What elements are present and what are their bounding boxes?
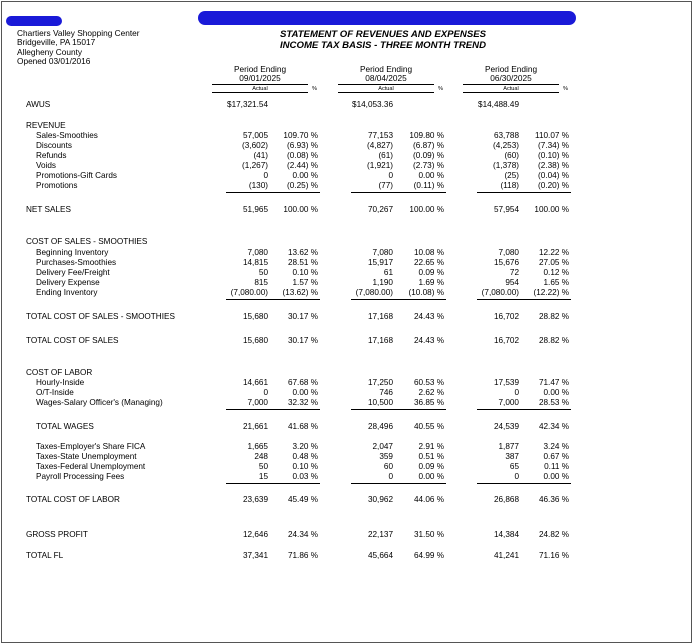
percent-cell: 0.09 % <box>418 268 444 277</box>
amount-cell: 7,000 <box>498 398 519 407</box>
percent-cell: (7.34) % <box>538 141 569 150</box>
percent-cell: 1.57 % <box>292 278 318 287</box>
amount-cell: 15,676 <box>493 258 519 267</box>
percent-cell: 110.07 % <box>535 131 569 140</box>
amount-cell: (130) <box>248 181 268 190</box>
amount-cell: (60) <box>504 151 519 160</box>
period-sub-actual: Actual <box>503 86 519 92</box>
percent-cell: 0.00 % <box>418 171 444 180</box>
subtotal-rule <box>351 483 446 484</box>
period-sub-pct: % <box>438 86 443 92</box>
percent-cell: 22.65 % <box>413 258 444 267</box>
amount-cell: 63,788 <box>493 131 519 140</box>
percent-cell: 42.34 % <box>538 422 569 431</box>
amount-cell: 248 <box>254 452 268 461</box>
percent-cell: 30.17 % <box>287 312 318 321</box>
amount-cell: 41,241 <box>493 551 519 560</box>
amount-cell: 24,539 <box>493 422 519 431</box>
title-line-2: INCOME TAX BASIS - THREE MONTH TREND <box>279 40 487 51</box>
period-sub-actual: Actual <box>252 86 268 92</box>
amount-cell: 57,954 <box>493 205 519 214</box>
percent-cell: (0.25) % <box>287 181 318 190</box>
period-rule-top <box>463 84 559 85</box>
percent-cell: (2.44) % <box>287 161 318 170</box>
percent-cell: 0.11 % <box>544 462 569 471</box>
percent-cell: 0.48 % <box>292 452 318 461</box>
percent-cell: 0.51 % <box>418 452 444 461</box>
period-rule-bottom <box>338 92 434 93</box>
row-label: Purchases-Smoothies <box>36 258 117 267</box>
amount-cell: 1,190 <box>372 278 393 287</box>
percent-cell: 71.86 % <box>287 551 318 560</box>
percent-cell: 71.16 % <box>538 551 569 560</box>
amount-cell: 26,868 <box>493 495 519 504</box>
percent-cell: (10.08) % <box>408 288 444 297</box>
address-line: Chartiers Valley Shopping Center <box>17 28 140 38</box>
statement-title <box>240 29 526 51</box>
row-label: Wages-Salary Officer's (Managing) <box>36 398 163 407</box>
percent-cell: 12.22 % <box>538 248 569 257</box>
percent-cell: 3.24 % <box>543 442 569 451</box>
amount-cell: (7,080.00) <box>481 288 519 297</box>
amount-cell: 14,661 <box>242 378 268 387</box>
percent-cell: 24.34 % <box>287 530 318 539</box>
row-label: Voids <box>36 161 57 170</box>
percent-cell: 0.00 % <box>292 171 318 180</box>
percent-cell: (2.73) % <box>413 161 444 170</box>
amount-cell: 12,646 <box>242 530 268 539</box>
percent-cell: (0.11) % <box>413 181 444 190</box>
amount-cell: (118) <box>500 181 519 190</box>
row-label: O/T-Inside <box>36 388 74 397</box>
amount-cell: 15,680 <box>242 336 268 345</box>
subtotal-rule <box>351 299 446 300</box>
period-rule-top <box>212 84 308 85</box>
address-line: Allegheny County <box>17 46 83 57</box>
percent-cell: 2.62 % <box>418 388 444 397</box>
address-line: Opened 03/01/2016 <box>17 56 91 67</box>
amount-cell: 50 <box>258 268 268 277</box>
amount-cell: 387 <box>505 452 519 461</box>
page-frame <box>1 1 692 643</box>
amount-cell: 0 <box>388 171 393 180</box>
percent-cell: 32.32 % <box>287 398 318 407</box>
amount-cell: 0 <box>388 472 393 481</box>
amount-cell: 17,168 <box>367 336 393 345</box>
period-sub-pct: % <box>563 86 568 92</box>
percent-cell: 2.91 % <box>418 442 444 451</box>
row-label: Delivery Fee/Freight <box>36 268 110 277</box>
amount-cell: 28,496 <box>367 422 393 431</box>
percent-cell: 45.49 % <box>287 495 318 504</box>
row-label: Promotions-Gift Cards <box>36 171 117 180</box>
percent-cell: (6.93) % <box>287 141 318 150</box>
amount-cell: (77) <box>378 181 393 190</box>
percent-cell: 46.36 % <box>538 495 569 504</box>
percent-cell: (0.04) % <box>538 171 569 180</box>
amount-cell: 14,815 <box>242 258 268 267</box>
row-label: Ending Inventory <box>36 288 98 297</box>
percent-cell: 31.50 % <box>413 530 444 539</box>
amount-cell: 60 <box>383 462 393 471</box>
percent-cell: (12.22) % <box>533 288 569 297</box>
row-label: Delivery Expense <box>36 278 100 287</box>
subtotal-rule <box>226 409 320 410</box>
row-label: REVENUE <box>26 121 66 130</box>
percent-cell: 44.06 % <box>413 495 444 504</box>
period-label: Period Ending <box>359 64 413 74</box>
amount-cell: 77,153 <box>367 131 393 140</box>
percent-cell: 28.53 % <box>538 398 569 407</box>
amount-cell: (1,378) <box>493 161 519 170</box>
amount-cell: 51,965 <box>242 205 268 214</box>
percent-cell: 41.68 % <box>287 422 318 431</box>
percent-cell: (0.09) % <box>413 151 444 160</box>
percent-cell: 3.20 % <box>292 442 318 451</box>
row-label: GROSS PROFIT <box>26 530 88 539</box>
percent-cell: 28.51 % <box>287 258 318 267</box>
percent-cell: 13.62 % <box>287 248 318 257</box>
amount-cell: 72 <box>509 268 519 277</box>
amount-cell: 0 <box>263 171 268 180</box>
amount-cell: 30,962 <box>367 495 393 504</box>
amount-cell: (61) <box>378 151 393 160</box>
amount-cell: 15,917 <box>367 258 393 267</box>
percent-cell: (6.87) % <box>413 141 444 150</box>
percent-cell: 100.00 % <box>534 205 569 214</box>
amount-cell: 0 <box>263 388 268 397</box>
percent-cell: 24.43 % <box>413 312 444 321</box>
row-label: TOTAL COST OF LABOR <box>26 495 120 504</box>
amount-cell: 14,384 <box>493 530 519 539</box>
percent-cell: (13.62) % <box>282 288 318 297</box>
amount-cell: 2,047 <box>372 442 393 451</box>
amount-cell: 22,137 <box>367 530 393 539</box>
percent-cell: (2.38) % <box>538 161 569 170</box>
amount-cell: 57,005 <box>242 131 268 140</box>
row-label: Sales-Smoothies <box>36 131 98 140</box>
period-rule-top <box>338 84 434 85</box>
subtotal-rule <box>477 409 571 410</box>
percent-cell: 0.67 % <box>543 452 569 461</box>
amount-cell: $17,321.54 <box>227 100 268 109</box>
percent-cell: 71.47 % <box>538 378 569 387</box>
percent-cell: 0.00 % <box>292 388 318 397</box>
period-date: 08/04/2025 <box>365 73 407 83</box>
percent-cell: 0.00 % <box>418 472 444 481</box>
amount-cell: (3,602) <box>242 141 268 150</box>
amount-cell: 17,168 <box>367 312 393 321</box>
percent-cell: 24.82 % <box>538 530 569 539</box>
period-sub-pct: % <box>312 86 317 92</box>
percent-cell: 1.69 % <box>418 278 444 287</box>
row-label: Taxes-State Unemployment <box>36 452 137 461</box>
row-label: Taxes-Federal Unemployment <box>36 462 146 471</box>
row-label: COST OF SALES - SMOOTHIES <box>26 237 148 246</box>
amount-cell: 16,702 <box>493 312 519 321</box>
amount-cell: 7,080 <box>498 248 519 257</box>
row-label: Hourly-Inside <box>36 378 85 387</box>
percent-cell: 100.00 % <box>409 205 444 214</box>
amount-cell: 1,665 <box>247 442 268 451</box>
amount-cell: 7,080 <box>372 248 393 257</box>
percent-cell: (0.20) % <box>538 181 569 190</box>
percent-cell: 1.65 % <box>543 278 569 287</box>
row-label: Promotions <box>36 181 78 190</box>
percent-cell: 109.80 % <box>409 131 444 140</box>
percent-cell: 10.08 % <box>413 248 444 257</box>
amount-cell: 21,661 <box>242 422 268 431</box>
period-date: 06/30/2025 <box>490 73 532 83</box>
address-block <box>17 29 140 67</box>
subtotal-rule <box>226 192 320 193</box>
subtotal-rule <box>477 299 571 300</box>
row-label: AWUS <box>26 100 51 109</box>
period-rule-bottom <box>463 92 559 93</box>
percent-cell: 36.85 % <box>413 398 444 407</box>
percent-cell: 27.05 % <box>538 258 569 267</box>
row-label: Discounts <box>36 141 72 150</box>
percent-cell: 0.10 % <box>292 268 318 277</box>
amount-cell: 45,664 <box>367 551 393 560</box>
amount-cell: 0 <box>514 472 519 481</box>
row-label: Refunds <box>36 151 67 160</box>
period-sub-actual: Actual <box>378 86 394 92</box>
percent-cell: 24.43 % <box>413 336 444 345</box>
amount-cell: 746 <box>379 388 393 397</box>
row-label: TOTAL WAGES <box>36 422 94 431</box>
subtotal-rule <box>351 409 446 410</box>
row-label: NET SALES <box>26 205 71 214</box>
percent-cell: 0.12 % <box>543 268 569 277</box>
percent-cell: 0.00 % <box>543 472 569 481</box>
amount-cell: 50 <box>258 462 268 471</box>
percent-cell: (0.10) % <box>538 151 569 160</box>
row-label: Beginning Inventory <box>36 248 109 257</box>
address-line: Bridgeville, PA 15017 <box>17 37 96 48</box>
percent-cell: 0.10 % <box>292 462 318 471</box>
amount-cell: 7,080 <box>247 248 268 257</box>
amount-cell: 17,250 <box>367 378 393 387</box>
amount-cell: 15 <box>258 472 268 481</box>
amount-cell: 61 <box>383 268 393 277</box>
amount-cell: (41) <box>253 151 268 160</box>
percent-cell: 30.17 % <box>287 336 318 345</box>
title-line-1: STATEMENT OF REVENUES AND EXPENSES <box>279 29 487 40</box>
row-label: TOTAL FL <box>26 551 64 560</box>
period-date: 09/01/2025 <box>239 73 281 83</box>
amount-cell: 16,702 <box>493 336 519 345</box>
row-label: TOTAL COST OF SALES <box>26 336 119 345</box>
amount-cell: (1,267) <box>242 161 268 170</box>
amount-cell: 23,639 <box>242 495 268 504</box>
amount-cell: 954 <box>505 278 519 287</box>
subtotal-rule <box>477 192 571 193</box>
amount-cell: 17,539 <box>493 378 519 387</box>
amount-cell: $14,488.49 <box>478 100 519 109</box>
percent-cell: 0.00 % <box>543 388 569 397</box>
subtotal-rule <box>351 192 446 193</box>
percent-cell: 40.55 % <box>413 422 444 431</box>
period-label: Period Ending <box>233 64 287 74</box>
amount-cell: (4,253) <box>493 141 519 150</box>
amount-cell: $14,053.36 <box>352 100 393 109</box>
amount-cell: (4,827) <box>367 141 393 150</box>
percent-cell: 0.09 % <box>418 462 444 471</box>
row-label: TOTAL COST OF SALES - SMOOTHIES <box>26 312 175 321</box>
amount-cell: 1,877 <box>498 442 519 451</box>
amount-cell: (7,080.00) <box>230 288 268 297</box>
redaction-mark-title <box>198 11 576 25</box>
period-rule-bottom <box>212 92 308 93</box>
percent-cell: 60.53 % <box>413 378 444 387</box>
amount-cell: (25) <box>504 171 519 180</box>
subtotal-rule <box>226 299 320 300</box>
amount-cell: 7,000 <box>247 398 268 407</box>
period-label: Period Ending <box>484 64 538 74</box>
subtotal-rule <box>477 483 571 484</box>
percent-cell: 28.82 % <box>538 336 569 345</box>
percent-cell: 109.70 % <box>283 131 318 140</box>
percent-cell: 67.68 % <box>287 378 318 387</box>
amount-cell: 10,500 <box>367 398 393 407</box>
redaction-mark-left <box>6 16 62 26</box>
percent-cell: 64.99 % <box>413 551 444 560</box>
amount-cell: 0 <box>514 388 519 397</box>
row-label: Payroll Processing Fees <box>36 472 125 481</box>
subtotal-rule <box>226 483 320 484</box>
percent-cell: (0.08) % <box>287 151 318 160</box>
amount-cell: 359 <box>379 452 393 461</box>
row-label: Taxes-Employer's Share FICA <box>36 442 146 451</box>
amount-cell: 15,680 <box>242 312 268 321</box>
amount-cell: 815 <box>254 278 268 287</box>
percent-cell: 28.82 % <box>538 312 569 321</box>
amount-cell: (1,921) <box>367 161 393 170</box>
percent-cell: 100.00 % <box>283 205 318 214</box>
amount-cell: (7,080.00) <box>355 288 393 297</box>
row-label: COST OF LABOR <box>26 368 93 377</box>
amount-cell: 70,267 <box>367 205 393 214</box>
percent-cell: 0.03 % <box>292 472 318 481</box>
amount-cell: 65 <box>509 462 519 471</box>
amount-cell: 37,341 <box>242 551 268 560</box>
